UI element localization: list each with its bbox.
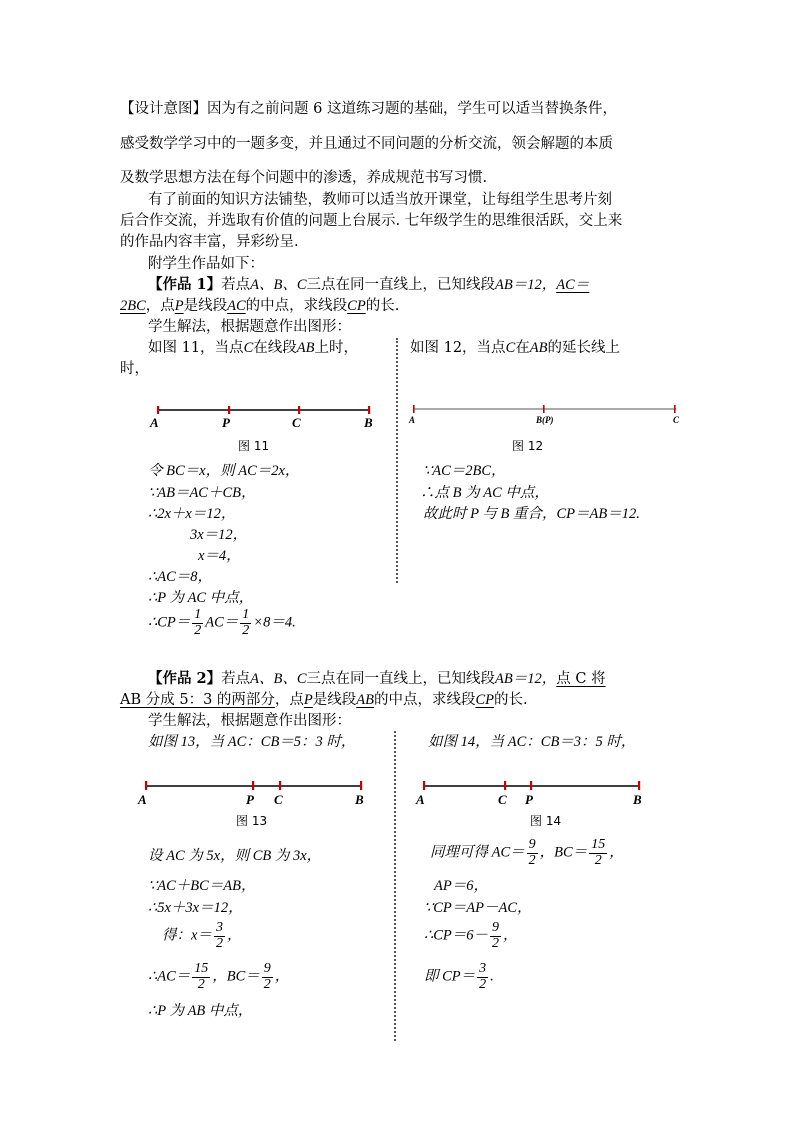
fig12-caption: 图 12 (512, 439, 544, 453)
fig12-label-bp: B(P) (536, 415, 554, 425)
text: 是线段 (183, 298, 228, 314)
text: 2 (528, 852, 536, 868)
work2-right-heading: 如图 14，当 AC：CB＝3：5 时， (428, 734, 636, 750)
fraction (214, 921, 225, 951)
text: ， (274, 968, 290, 985)
fig11-label-a: A (150, 415, 159, 430)
fig14-tick-p (530, 781, 532, 790)
text: 如图 12，当点 (410, 340, 506, 356)
work2-label: 【作品 2】 (148, 670, 222, 687)
text: 1 (194, 607, 202, 622)
fig11-tick-b (368, 406, 370, 414)
text: AB (529, 340, 548, 356)
fig14-tick-b (638, 781, 640, 790)
text: AC＝ (205, 614, 239, 631)
fig13-label-p: P (246, 792, 254, 807)
work1-left-step-4: 3x＝12， (190, 527, 248, 543)
text: 2 (594, 852, 602, 868)
text: 3 (479, 961, 487, 976)
work2-right-step-2: AP＝6， (434, 878, 488, 894)
text: 1 (242, 607, 250, 622)
work1-left-step-3: ∴2x＋x＝12， (148, 506, 236, 522)
work1-left-step-1: 令 BC＝x，则 AC＝2x， (148, 463, 300, 479)
text: 2 (215, 935, 223, 951)
work1-divider (396, 338, 398, 583)
text: ，点 (274, 692, 304, 708)
work1-method: 学生解法，根据题意作出图形： (148, 319, 351, 335)
fig13-caption: 图 13 (236, 814, 268, 828)
text: 的中点，求线段 (373, 692, 476, 708)
work1-left-heading (148, 340, 358, 357)
figure-11 (140, 398, 390, 434)
text: ×8＝4. (253, 614, 296, 631)
fig11-label-c: C (292, 415, 301, 430)
text: 点 C 将 (556, 671, 606, 687)
text: 2 (263, 976, 271, 992)
fig14-tick-a (423, 781, 425, 790)
fig13-label-c: C (274, 792, 283, 807)
text: ，BC＝ (212, 968, 260, 985)
text: AB 分成 5：3 的两部分 (120, 692, 275, 708)
intro-line-7: 附学生作品如下： (148, 256, 264, 272)
figure-12 (406, 398, 692, 430)
text: CP (347, 298, 366, 314)
fig13-label-b: B (355, 792, 364, 807)
text: 三点在同一直线上，已知线段 (306, 277, 496, 293)
work2-right-step-1 (430, 838, 624, 868)
fraction (527, 838, 538, 868)
work1-left-step-6: ∴AC＝8， (148, 569, 213, 585)
intro-line-3: 及数学思想方法在每个问题中的渗透，养成规范书写习惯. (120, 170, 488, 186)
work2-problem-line2 (120, 692, 528, 709)
intro-line-4: 有了前面的知识方法铺垫，教师可以适当放开课堂，让每组学生思考片刻 (148, 192, 612, 208)
text: ，BC＝ (539, 844, 588, 861)
text: C (505, 340, 516, 356)
fig11-caption: 图 11 (238, 439, 270, 453)
fig13-label-a: A (138, 792, 147, 807)
work1-label: 【作品 1】 (148, 276, 222, 293)
text: 15 (194, 961, 209, 976)
work2-right-step-4 (424, 921, 518, 951)
fig14-label-p: P (525, 792, 533, 807)
text: AB＝12， (495, 671, 557, 687)
work2-right-step-3: ∵CP＝AP－AC， (424, 900, 532, 916)
intro-line-1: 【设计意图】因为有之前问题 6 这道练习题的基础，学生可以适当替换条件， (120, 101, 617, 117)
fig14-tick-c (504, 781, 506, 790)
work2-left-step-2: ∵AC＋BC＝AB， (148, 878, 256, 894)
fig13-tick-c (279, 781, 281, 790)
fig11-tick-c (298, 406, 300, 414)
text: ∴CP＝ (148, 614, 191, 631)
work2-right-step-5 (424, 962, 494, 992)
work2-divider (394, 731, 396, 1041)
work1-left-final (148, 608, 296, 638)
text: 2 (194, 622, 202, 638)
text: AC (227, 298, 246, 314)
work1-left-step-5: x＝4， (198, 548, 241, 564)
text: 3 (215, 920, 223, 935)
work1-problem-line2 (120, 298, 399, 315)
text: 在线段 (253, 340, 297, 356)
text: 是线段 (312, 692, 357, 708)
text: P (174, 298, 184, 314)
text: 在 (515, 340, 530, 356)
work2-left-step-4 (162, 921, 241, 951)
text: 得：x＝ (162, 927, 212, 944)
work2-left-step-5 (148, 962, 289, 992)
text: AC＝ (556, 277, 590, 293)
text: 同理可得 AC＝ (430, 844, 525, 861)
text: 2 (492, 935, 500, 951)
figure-13 (134, 776, 384, 808)
fraction (262, 962, 273, 992)
text: CP (475, 692, 495, 708)
fig14-label-c: C (498, 792, 507, 807)
text: . (490, 968, 494, 985)
text: 9 (492, 920, 500, 935)
work2-method: 学生解法，根据题意作出图形： (148, 713, 351, 729)
text: A、B、C (250, 277, 307, 293)
figure-14 (412, 776, 662, 808)
fraction (589, 838, 607, 868)
text: 9 (528, 837, 536, 852)
work2-left-step-3: ∴5x＋3x＝12， (148, 900, 243, 916)
text: 2 (242, 622, 250, 638)
fig14-label-a: A (416, 792, 425, 807)
fig14-caption: 图 14 (530, 814, 562, 828)
fig11-label-p: P (222, 415, 230, 430)
fraction (477, 962, 488, 992)
text: ， (503, 927, 518, 944)
fraction-half (192, 608, 203, 638)
text: 的长. (494, 692, 528, 708)
work2-left-heading: 如图 13，当 AC：CB＝5：3 时， (148, 734, 356, 750)
work1-right-heading (410, 340, 620, 357)
text: 的中点，求线段 (245, 298, 348, 314)
text: 2 (479, 976, 487, 992)
fig12-tick-b (543, 405, 545, 413)
work1-right-step-1: ∵AC＝2BC， (423, 463, 506, 479)
fraction (490, 921, 501, 951)
work1-problem-line1 (148, 277, 589, 294)
intro-line-2: 感受数学学习中的一题多变，并且通过不同问题的分析交流，领会解题的本质 (120, 136, 613, 152)
fig13-tick-p (252, 781, 254, 790)
fig14-label-b: B (633, 792, 642, 807)
intro-line-5: 后合作交流，并选取有价值的问题上台展示. 七年级学生的思维很活跃，交上来 (120, 213, 623, 229)
text: AB (296, 340, 315, 356)
text: 的延长线上 (547, 340, 620, 356)
text: 2BC (120, 298, 146, 314)
fig12-tick-a (413, 405, 415, 413)
text: ， (609, 844, 624, 861)
fraction-half (240, 608, 251, 638)
work1-left-step-7: ∴P 为 AC 中点， (148, 590, 254, 606)
text: 上时， (314, 340, 358, 356)
text: ∴AC＝ (148, 968, 191, 985)
intro-line-6: 的作品内容丰富，异彩纷呈. (120, 234, 299, 250)
text: 的长. (365, 298, 400, 314)
work2-problem-line1 (148, 671, 606, 688)
text: AB (356, 692, 374, 708)
fig12-label-c: C (673, 415, 680, 425)
text: 若点 (221, 671, 251, 687)
fig13-tick-b (360, 781, 362, 790)
text: 15 (591, 837, 606, 852)
fig11-label-b: B (364, 415, 373, 430)
fig11-tick-p (228, 406, 230, 414)
work1-right-step-3: 故此时 P 与 B 重合，CP＝AB＝12. (423, 506, 640, 522)
work1-left-step-2: ∵AB＝AC＋CB， (148, 485, 256, 501)
text: P (303, 692, 313, 708)
text: ，点 (145, 298, 175, 314)
text: ， (226, 927, 242, 944)
fig13-tick-a (145, 781, 147, 790)
text: C (243, 340, 254, 356)
text: 若点 (221, 277, 251, 293)
fraction (192, 962, 210, 992)
work2-left-step-6: ∴P 为 AB 中点， (148, 1003, 253, 1019)
fig12-tick-c (674, 405, 676, 413)
work1-left-heading-2: 时， (120, 361, 149, 377)
text: 如图 11，当点 (148, 340, 244, 356)
text: 2 (197, 976, 205, 992)
text: 9 (263, 961, 271, 976)
text: ∴CP＝6－ (424, 927, 489, 944)
fig11-tick-a (157, 406, 159, 414)
text: A、B、C (250, 671, 307, 687)
work1-right-step-2: ∴点 B 为 AC 中点， (420, 485, 549, 501)
fig12-label-a: A (409, 415, 416, 425)
text: 三点在同一直线上，已知线段 (306, 671, 496, 687)
text: AB＝12， (495, 277, 557, 293)
text: 即 CP＝ (424, 968, 476, 985)
work2-left-step-1: 设 AC 为 5x，则 CB 为 3x， (148, 848, 322, 864)
